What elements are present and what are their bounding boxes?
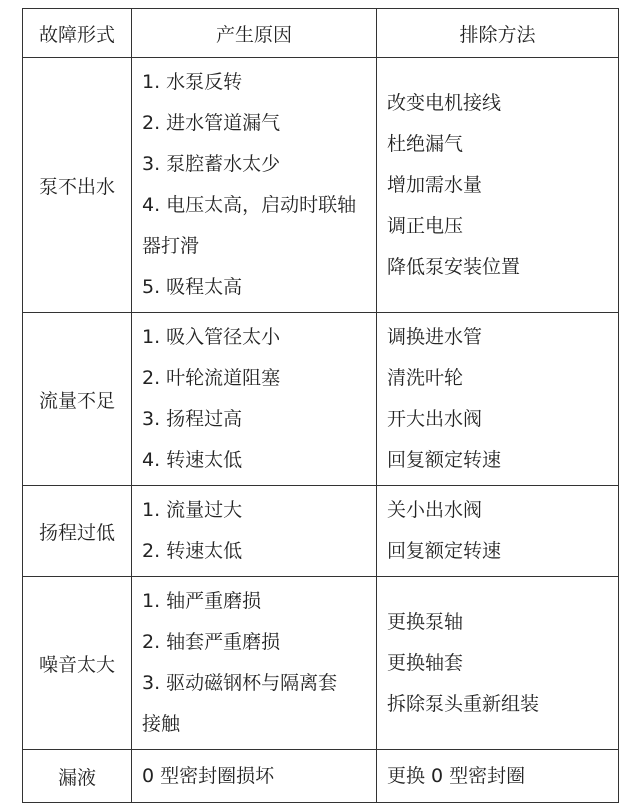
- remedy-item: 更换轴套: [387, 651, 464, 674]
- remedy-item: 降低泵安装位置: [387, 255, 521, 278]
- cause-list: [132, 750, 377, 803]
- cause-item: 5. 吸程太高: [142, 276, 243, 298]
- fault-name: 漏液: [23, 750, 132, 803]
- remedy-item: 调换进水管: [387, 326, 483, 348]
- remedy-list: [377, 577, 619, 750]
- cause-item: 2. 轴套严重磨损: [142, 631, 281, 653]
- remedy-item: 杜绝漏气: [387, 132, 464, 155]
- fault-name: 扬程过低: [23, 486, 132, 577]
- cause-item: 4. 转速太低: [142, 449, 243, 471]
- remedy-item: 改变电机接线: [387, 91, 502, 114]
- cause-item: 器打滑: [142, 235, 200, 257]
- cause-item: 1. 水泵反转: [142, 71, 243, 93]
- remedy-item: 更换泵轴: [387, 610, 464, 633]
- table-row: [23, 313, 619, 486]
- cause-item: 2. 叶轮流道阻塞: [142, 367, 281, 389]
- cause-item: 接触: [142, 713, 181, 735]
- header-cause: 产生原因: [132, 9, 377, 58]
- remedy-item: 开大出水阀: [387, 408, 483, 430]
- remedy-item: 拆除泵头重新组装: [387, 692, 540, 715]
- remedy-item: 回复额定转速: [387, 540, 502, 562]
- table-row: [23, 486, 619, 577]
- header-row: [23, 9, 619, 58]
- table-row: [23, 58, 619, 313]
- cause-item: 3. 泵腔蓄水太少: [142, 153, 281, 175]
- fault-name: 泵不出水: [23, 58, 132, 313]
- table-row: [23, 577, 619, 750]
- cause-list: [132, 577, 377, 750]
- remedy-list: [377, 750, 619, 803]
- fault-name: 流量不足: [23, 313, 132, 486]
- remedy-list: [377, 486, 619, 577]
- remedy-list: [377, 313, 619, 486]
- cause-item: 1. 吸入管径太小: [142, 326, 281, 348]
- remedy-list: [377, 58, 619, 313]
- remedy-item: 更换 0 型密封圈: [387, 764, 526, 787]
- remedy-item: 关小出水阀: [387, 499, 483, 521]
- cause-list: [132, 313, 377, 486]
- fault-name: 噪音太大: [23, 577, 132, 750]
- fault-table: [22, 8, 619, 803]
- cause-item: 1. 流量过大: [142, 499, 243, 521]
- remedy-item: 清洗叶轮: [387, 367, 464, 389]
- cause-item: 2. 进水管道漏气: [142, 112, 281, 134]
- remedy-item: 回复额定转速: [387, 449, 502, 471]
- cause-item: 1. 轴严重磨损: [142, 590, 262, 612]
- cause-item: 4. 电压太高，启动时联轴: [142, 194, 357, 216]
- cause-item: 0 型密封圈损坏: [142, 764, 275, 787]
- header-remedy: 排除方法: [377, 9, 619, 58]
- cause-list: [132, 58, 377, 313]
- header-fault: 故障形式: [23, 9, 132, 58]
- remedy-item: 增加需水量: [387, 173, 483, 196]
- table-row: [23, 750, 619, 803]
- cause-list: [132, 486, 377, 577]
- cause-item: 3. 扬程过高: [142, 408, 243, 430]
- cause-item: 3. 驱动磁钢杯与隔离套: [142, 672, 338, 694]
- remedy-item: 调正电压: [387, 214, 464, 237]
- cause-item: 2. 转速太低: [142, 540, 243, 562]
